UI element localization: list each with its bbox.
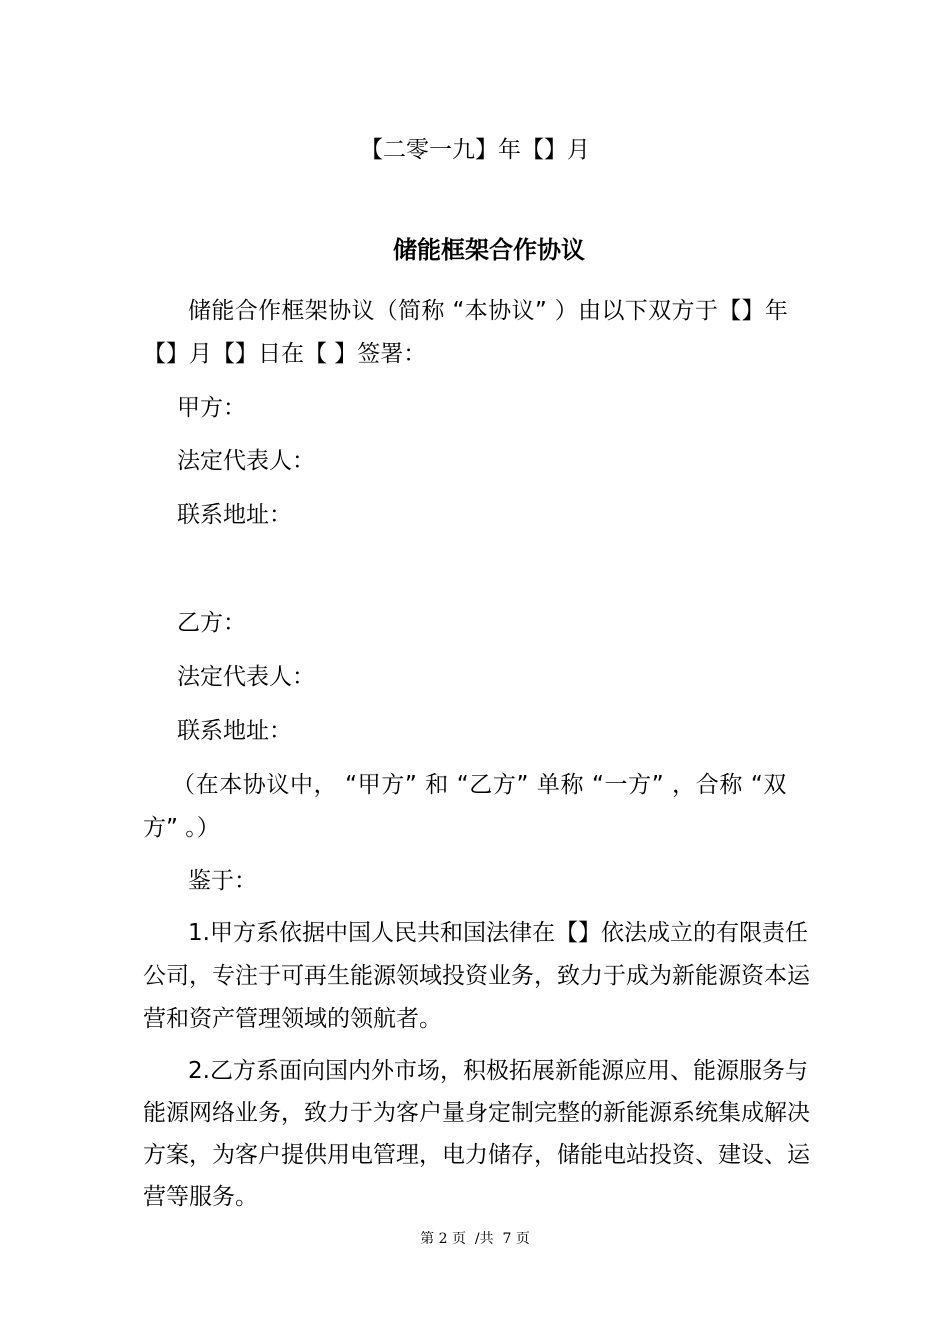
party-b-address: 联系地址： <box>177 718 292 744</box>
note-line-2: 方” 。） <box>143 815 220 841</box>
whereas-label: 鉴于： <box>188 868 257 894</box>
clause-1-line-2: 公司，专注于可再生能源领域投资业务，致力于成为新能源资本运 <box>143 963 810 989</box>
clause-2-line-4: 营等服务。 <box>143 1184 258 1210</box>
party-a-address: 联系地址： <box>177 502 292 528</box>
clause-1-line-3: 营和资产管理领域的领航者。 <box>143 1006 442 1032</box>
intro-line-1: 储能合作框架协议（简称 “本协议” ）由以下双方于【】年 <box>188 298 789 324</box>
page-number: 第 2 页 /共 7 页 <box>420 1231 530 1247</box>
party-a-legal-rep: 法定代表人： <box>177 448 315 474</box>
clause-2-line-2: 能源网络业务，致力于为客户量身定制完整的新能源系统集成解决 <box>143 1100 810 1126</box>
note-line-1: （在本协议中， “甲方” 和 “乙方” 单称 “一方” ，合称 “双 <box>172 772 787 798</box>
clause-2-line-1: 2.乙方系面向国内外市场，积极拓展新能源应用、能源服务与 <box>188 1058 808 1084</box>
document-title: 储能框架合作协议 <box>393 236 585 264</box>
page-footer <box>0 1229 950 1249</box>
party-b-label: 乙方： <box>177 610 246 636</box>
party-a-label: 甲方： <box>177 395 246 421</box>
party-b-legal-rep: 法定代表人： <box>177 664 315 690</box>
clause-1-line-1: 1.甲方系依据中国人民共和国法律在【】依法成立的有限责任 <box>188 920 808 946</box>
intro-line-2: 【】月【】日在【 】签署： <box>143 341 427 367</box>
clause-2-line-3: 方案，为客户提供用电管理，电力储存，储能电站投资、建设、运 <box>143 1142 810 1168</box>
date-line: 【二零一九】年【】月 <box>360 137 590 163</box>
